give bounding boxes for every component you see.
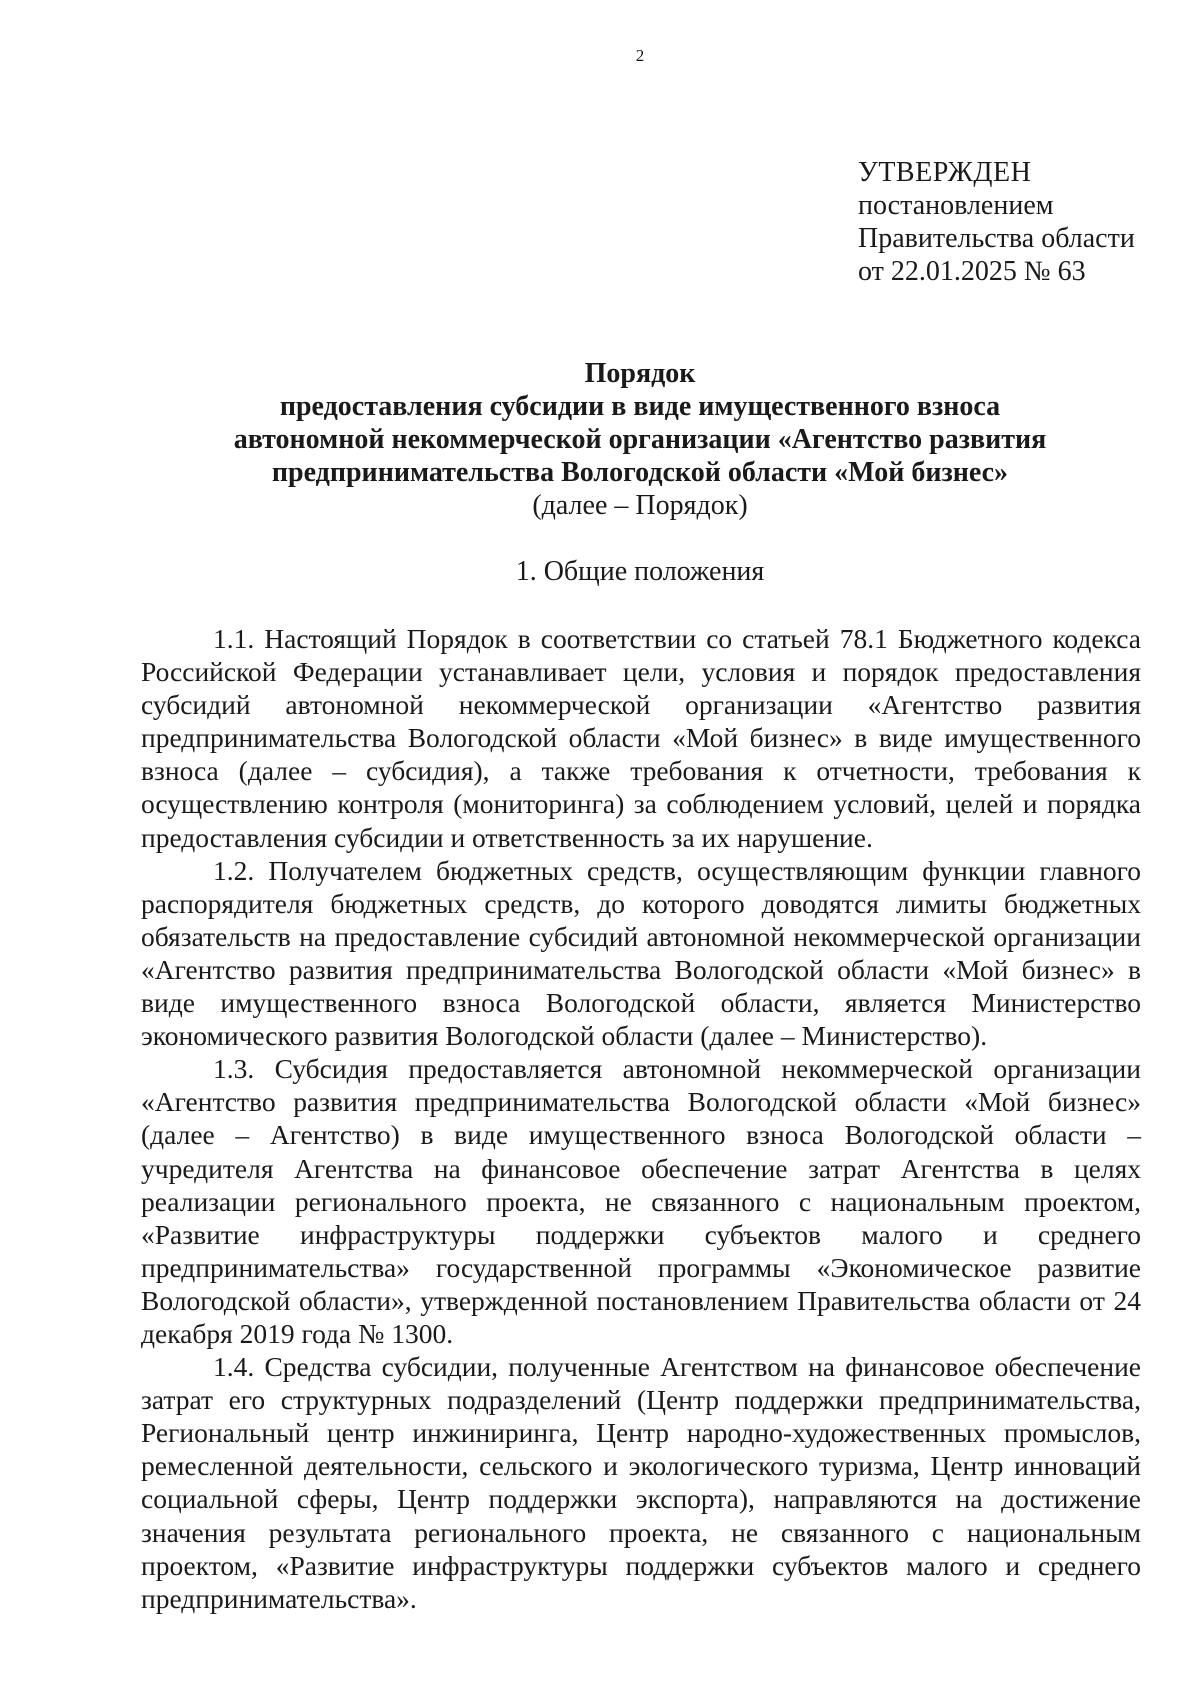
title-line: предоставления субсидии в виде имущественного взноса: [279, 391, 1001, 422]
approval-stamp: [858, 156, 1135, 288]
section-heading: 1. Общие положения: [515, 556, 765, 587]
title-line: автономной некоммерческой организации «Агентство развития: [233, 424, 1047, 455]
approval-line: Правительства области: [858, 223, 1135, 254]
approval-line: постановлением: [858, 190, 1054, 221]
document-body: [141, 622, 1141, 1615]
title-line: предпринимательства Вологодской области «Мой бизнес»: [271, 457, 1009, 488]
title-note: (далее – Порядок): [532, 490, 748, 521]
paragraph: 1.1. Настоящий Порядок в соответствии со статьей 78.1 Бюджетного кодекса Российской Федерации устанавливает цели, условия и порядок предоставления субсидий автономной некоммерческой организации «Агентство развития предпринимательства Вологодской области «Мой бизнес» в виде имущественного взноса (далее – субсидия), а также требования к отчетности, требования к осуществлению контроля (мониторинга) за соблюдением условий, целей и порядка предоставления субсидии и ответственность за их нарушение.: [141, 623, 1141, 853]
paragraph: 1.4. Средства субсидии, полученные Агентством на финансовое обеспечение затрат его структурных подразделений (Центр поддержки предпринимательства, Региональный центр инжиниринга, Центр народно-художественных промыслов, ремесленной деятельности, сельского и экологического туризма, Центр инноваций социальной сферы, Центр поддержки экспорта), направляются на достижение значения результата регионального проекта, не связанного с национальным проектом, «Развитие инфраструктуры поддержки субъектов малого и среднего предпринимательства».: [141, 1351, 1141, 1614]
page-number: 2: [635, 46, 645, 65]
approval-heading: УТВЕРЖДЕН: [858, 157, 1032, 188]
paragraph: 1.3. Субсидия предоставляется автономной некоммерческой организации «Агентство развития предпринимательства Вологодской области «Мой бизнес» (далее – Агентство) в виде имущественного взноса Вологодской области – учредителя Агентства на финансовое обеспечение затрат Агентства в целях реализации регионального проекта, не связанного с национальным проектом, «Развитие инфраструктуры поддержки субъектов малого и среднего предпринимательства» государственной программы «Экономическое развитие Вологодской области», утвержденной постановлением Правительства области от 24 декабря 2019 года № 1300.: [141, 1053, 1141, 1349]
document-title: [100, 357, 1180, 522]
paragraph: 1.2. Получателем бюджетных средств, осуществляющим функции главного распорядителя бюджетных средств, до которого доводятся лимиты бюджетных обязательств на предоставление субсидий автономной некоммерческой организации «Агентство развития предпринимательства Вологодской области «Мой бизнес» в виде имущественного взноса Вологодской области, является Министерство экономического развития Вологодской области (далее – Министерство).: [141, 854, 1141, 1052]
approval-date-number: от 22.01.2025 № 63: [858, 256, 1086, 287]
title-line: Порядок: [584, 358, 696, 389]
